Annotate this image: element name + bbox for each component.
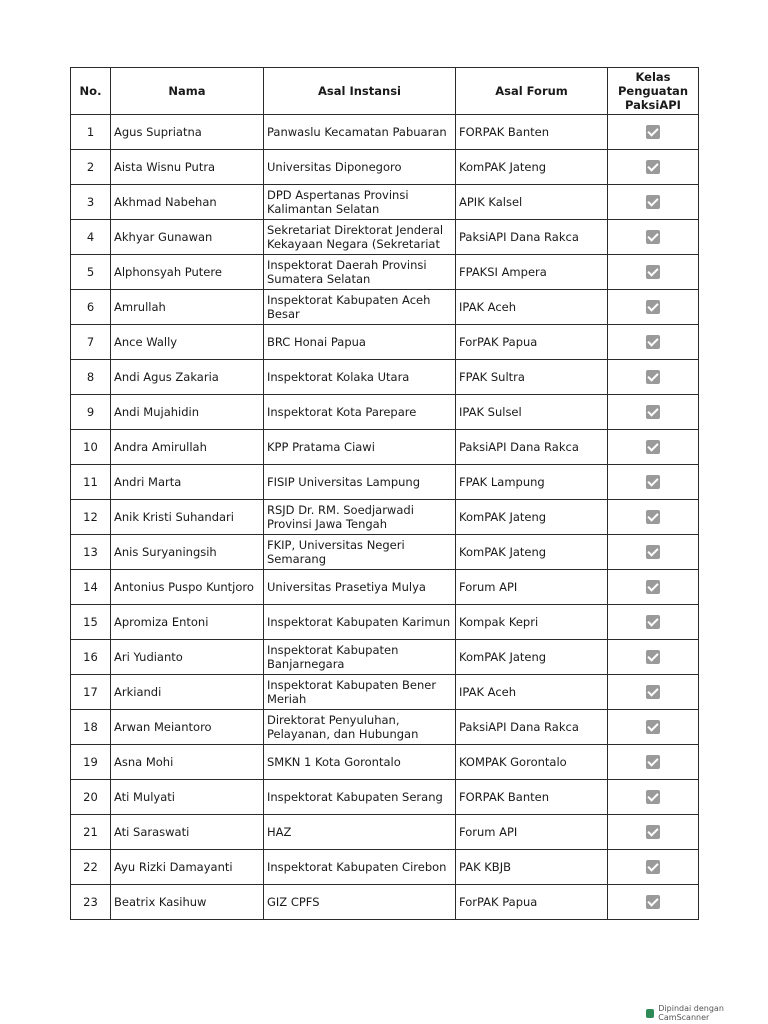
- cell-no: [71, 570, 111, 605]
- checkbox-checked-icon: [646, 790, 660, 804]
- cell-asal-forum: [456, 640, 608, 675]
- cell-asal-instansi-text: GIZ CPFS: [267, 895, 320, 909]
- cell-nama: [111, 290, 264, 325]
- cell-no-text: 19: [83, 755, 98, 769]
- cell-asal-forum-text: KomPAK Jateng: [459, 650, 547, 664]
- table-header-row: [71, 68, 699, 115]
- cell-nama-text: Anis Suryaningsih: [114, 545, 217, 559]
- cell-kelas-penguatan: [608, 885, 699, 920]
- cell-asal-instansi: [264, 675, 456, 710]
- cell-no-text: 9: [86, 405, 95, 419]
- cell-asal-instansi: [264, 535, 456, 570]
- cell-asal-instansi-text: Inspektorat Daerah Provinsi Sumatera Selatan: [267, 258, 427, 286]
- cell-kelas-penguatan: [608, 185, 699, 220]
- cell-nama: [111, 675, 264, 710]
- checkbox-checked-icon: [646, 650, 660, 664]
- cell-asal-forum: [456, 360, 608, 395]
- cell-asal-instansi: [264, 290, 456, 325]
- cell-kelas-penguatan: [608, 605, 699, 640]
- cell-asal-instansi-text: BRC Honai Papua: [267, 335, 366, 349]
- cell-asal-instansi: [264, 395, 456, 430]
- participants-table: [70, 67, 699, 920]
- cell-asal-forum: [456, 535, 608, 570]
- table-row: [71, 885, 699, 920]
- cell-no: [71, 220, 111, 255]
- cell-nama: [111, 185, 264, 220]
- header-kelas-penguatan: Kelas Penguatan PaksiAPI: [608, 68, 699, 115]
- cell-asal-forum: [456, 885, 608, 920]
- checkbox-checked-icon: [646, 685, 660, 699]
- cell-no: [71, 395, 111, 430]
- cell-asal-forum-text: Forum API: [459, 825, 518, 839]
- cell-nama-text: Ari Yudianto: [114, 650, 183, 664]
- cell-no: [71, 745, 111, 780]
- cell-kelas-penguatan: [608, 395, 699, 430]
- table-row: [71, 675, 699, 710]
- checkbox-checked-icon: [646, 825, 660, 839]
- cell-nama: [111, 255, 264, 290]
- cell-nama: [111, 570, 264, 605]
- table-row: [71, 185, 699, 220]
- cell-nama-text: Amrullah: [114, 300, 166, 314]
- cell-asal-forum-text: PaksiAPI Dana Rakca: [459, 720, 579, 734]
- table-row: [71, 745, 699, 780]
- cell-asal-forum-text: FORPAK Banten: [459, 790, 550, 804]
- cell-nama-text: Apromiza Entoni: [114, 615, 209, 629]
- cell-kelas-penguatan: [608, 360, 699, 395]
- cell-nama-text: Agus Supriatna: [114, 125, 202, 139]
- checkbox-checked-icon: [646, 755, 660, 769]
- cell-kelas-penguatan: [608, 780, 699, 815]
- cell-asal-forum-text: FORPAK Banten: [459, 125, 550, 139]
- cell-asal-forum: [456, 570, 608, 605]
- table-row: [71, 290, 699, 325]
- table-row: [71, 570, 699, 605]
- checkbox-checked-icon: [646, 720, 660, 734]
- cell-no-text: 7: [86, 335, 95, 349]
- cell-asal-instansi-text: Inspektorat Kabupaten Cirebon: [267, 860, 447, 874]
- cell-asal-instansi: [264, 885, 456, 920]
- cell-nama: [111, 360, 264, 395]
- cell-asal-forum: [456, 325, 608, 360]
- cell-nama: [111, 745, 264, 780]
- checkbox-checked-icon: [646, 300, 660, 314]
- cell-asal-forum-text: Kompak Kepri: [459, 615, 539, 629]
- cell-asal-forum-text: FPAK Sultra: [459, 370, 525, 384]
- cell-asal-forum: [456, 430, 608, 465]
- cell-asal-instansi: [264, 605, 456, 640]
- cell-no-text: 5: [86, 265, 95, 279]
- cell-nama-text: Alphonsyah Putere: [114, 265, 222, 279]
- cell-no: [71, 850, 111, 885]
- camscanner-watermark: [646, 1004, 768, 1022]
- checkbox-checked-icon: [646, 370, 660, 384]
- cell-asal-instansi-text: KPP Pratama Ciawi: [267, 440, 375, 454]
- checkbox-checked-icon: [646, 510, 660, 524]
- cell-nama-text: Ayu Rizki Damayanti: [114, 860, 233, 874]
- cell-nama-text: Asna Mohi: [114, 755, 174, 769]
- cell-nama-text: Aista Wisnu Putra: [114, 160, 216, 174]
- checkbox-checked-icon: [646, 440, 660, 454]
- table-row: [71, 850, 699, 885]
- cell-no-text: 11: [83, 475, 98, 489]
- cell-asal-instansi-text: Inspektorat Kabupaten Banjarnegara: [267, 643, 399, 671]
- checkbox-checked-icon: [646, 335, 660, 349]
- cell-no-text: 16: [83, 650, 98, 664]
- cell-asal-forum-text: PaksiAPI Dana Rakca: [459, 230, 579, 244]
- cell-asal-forum-text: ForPAK Papua: [459, 895, 538, 909]
- cell-asal-instansi: [264, 570, 456, 605]
- cell-asal-instansi-text: Universitas Prasetiya Mulya: [267, 580, 426, 594]
- table-row: [71, 395, 699, 430]
- cell-asal-forum: [456, 745, 608, 780]
- cell-asal-forum: [456, 255, 608, 290]
- cell-kelas-penguatan: [608, 570, 699, 605]
- cell-nama: [111, 850, 264, 885]
- cell-kelas-penguatan: [608, 255, 699, 290]
- cell-nama: [111, 710, 264, 745]
- cell-asal-forum-text: KomPAK Jateng: [459, 545, 547, 559]
- cell-kelas-penguatan: [608, 290, 699, 325]
- cell-kelas-penguatan: [608, 430, 699, 465]
- cell-no-text: 3: [86, 195, 95, 209]
- cell-asal-forum-text: FPAK Lampung: [459, 475, 545, 489]
- cell-asal-forum-text: APIK Kalsel: [459, 195, 523, 209]
- cell-nama: [111, 325, 264, 360]
- cell-asal-instansi-text: Sekretariat Direktorat Jenderal Kekayaan Negara (Sekretariat: [267, 223, 444, 251]
- cell-asal-instansi-text: Inspektorat Kabupaten Aceh Besar: [267, 293, 431, 321]
- cell-kelas-penguatan: [608, 745, 699, 780]
- cell-no: [71, 255, 111, 290]
- cell-no: [71, 605, 111, 640]
- cell-asal-forum-text: IPAK Aceh: [459, 685, 517, 699]
- cell-no-text: 23: [83, 895, 98, 909]
- table-row: [71, 255, 699, 290]
- cell-no: [71, 290, 111, 325]
- cell-nama: [111, 500, 264, 535]
- checkbox-checked-icon: [646, 405, 660, 419]
- table-row: [71, 640, 699, 675]
- cell-nama: [111, 220, 264, 255]
- cell-no-text: 2: [86, 160, 95, 174]
- cell-asal-instansi: [264, 640, 456, 675]
- cell-no: [71, 500, 111, 535]
- table-row: [71, 220, 699, 255]
- cell-kelas-penguatan: [608, 115, 699, 150]
- cell-nama-text: Andi Mujahidin: [114, 405, 200, 419]
- cell-asal-forum: [456, 185, 608, 220]
- table-row: [71, 115, 699, 150]
- cell-no-text: 14: [83, 580, 98, 594]
- cell-asal-instansi: [264, 710, 456, 745]
- cell-kelas-penguatan: [608, 710, 699, 745]
- cell-nama-text: Arkiandi: [114, 685, 162, 699]
- cell-asal-instansi-text: Universitas Diponegoro: [267, 160, 402, 174]
- cell-nama: [111, 430, 264, 465]
- cell-asal-instansi: [264, 850, 456, 885]
- cell-kelas-penguatan: [608, 465, 699, 500]
- table-row: [71, 710, 699, 745]
- cell-nama-text: Beatrix Kasihuw: [114, 895, 207, 909]
- cell-asal-instansi: [264, 115, 456, 150]
- cell-no: [71, 710, 111, 745]
- cell-no-text: 13: [83, 545, 98, 559]
- cell-asal-instansi: [264, 325, 456, 360]
- cell-no: [71, 325, 111, 360]
- cell-no-text: 10: [83, 440, 98, 454]
- cell-asal-instansi: [264, 430, 456, 465]
- cell-asal-instansi-text: DPD Aspertanas Provinsi Kalimantan Selatan: [267, 188, 409, 216]
- cell-nama-text: Akhmad Nabehan: [114, 195, 217, 209]
- cell-nama-text: Akhyar Gunawan: [114, 230, 213, 244]
- cell-nama: [111, 535, 264, 570]
- table-row: [71, 605, 699, 640]
- cell-asal-forum-text: IPAK Aceh: [459, 300, 517, 314]
- cell-asal-forum: [456, 780, 608, 815]
- cell-kelas-penguatan: [608, 640, 699, 675]
- cell-asal-instansi: [264, 220, 456, 255]
- cell-nama-text: Andi Agus Zakaria: [114, 370, 219, 384]
- table-row: [71, 780, 699, 815]
- cell-asal-instansi-text: Inspektorat Kabupaten Karimun: [267, 615, 451, 629]
- cell-no: [71, 360, 111, 395]
- checkbox-checked-icon: [646, 895, 660, 909]
- cell-no-text: 22: [83, 860, 98, 874]
- cell-kelas-penguatan: [608, 535, 699, 570]
- cell-no: [71, 885, 111, 920]
- cell-asal-forum-text: KomPAK Jateng: [459, 160, 547, 174]
- header-asal-forum: Asal Forum: [456, 68, 608, 115]
- cell-no-text: 18: [83, 720, 98, 734]
- cell-asal-instansi-text: SMKN 1 Kota Gorontalo: [267, 755, 401, 769]
- cell-asal-forum: [456, 815, 608, 850]
- cell-no-text: 15: [83, 615, 98, 629]
- cell-asal-forum-text: Forum API: [459, 580, 518, 594]
- checkbox-checked-icon: [646, 615, 660, 629]
- cell-nama-text: Antonius Puspo Kuntjoro: [114, 580, 254, 594]
- cell-no: [71, 640, 111, 675]
- cell-asal-instansi: [264, 465, 456, 500]
- cell-asal-instansi: [264, 185, 456, 220]
- cell-asal-instansi: [264, 780, 456, 815]
- cell-asal-instansi: [264, 500, 456, 535]
- checkbox-checked-icon: [646, 545, 660, 559]
- checkbox-checked-icon: [646, 475, 660, 489]
- cell-asal-instansi-text: RSJD Dr. RM. Soedjarwadi Provinsi Jawa Tengah: [267, 503, 414, 531]
- cell-nama-text: Ati Saraswati: [114, 825, 190, 839]
- cell-asal-forum: [456, 115, 608, 150]
- cell-asal-forum-text: KomPAK Jateng: [459, 510, 547, 524]
- cell-no: [71, 780, 111, 815]
- cell-kelas-penguatan: [608, 325, 699, 360]
- cell-asal-instansi: [264, 745, 456, 780]
- cell-no-text: 8: [86, 370, 95, 384]
- cell-no-text: 21: [83, 825, 98, 839]
- cell-nama-text: Anik Kristi Suhandari: [114, 510, 234, 524]
- cell-asal-instansi-text: Inspektorat Kabupaten Serang: [267, 790, 443, 804]
- cell-asal-instansi: [264, 815, 456, 850]
- cell-no: [71, 430, 111, 465]
- cell-no-text: 4: [86, 230, 95, 244]
- header-no: No.: [71, 68, 111, 115]
- cell-asal-forum: [456, 605, 608, 640]
- cell-asal-instansi-text: Inspektorat Kolaka Utara: [267, 370, 410, 384]
- cell-no: [71, 675, 111, 710]
- cell-nama-text: Arwan Meiantoro: [114, 720, 212, 734]
- cell-asal-instansi: [264, 360, 456, 395]
- header-nama: Nama: [111, 68, 264, 115]
- cell-asal-instansi-text: HAZ: [267, 825, 292, 839]
- cell-asal-instansi-text: FISIP Universitas Lampung: [267, 475, 421, 489]
- cell-nama: [111, 780, 264, 815]
- cell-nama-text: Andra Amirullah: [114, 440, 207, 454]
- cell-no: [71, 115, 111, 150]
- cell-asal-forum: [456, 710, 608, 745]
- cell-kelas-penguatan: [608, 220, 699, 255]
- cell-kelas-penguatan: [608, 815, 699, 850]
- table-row: [71, 150, 699, 185]
- cell-asal-instansi-text: Panwaslu Kecamatan Pabuaran: [267, 125, 447, 139]
- cell-asal-instansi-text: Inspektorat Kabupaten Bener Meriah: [267, 678, 437, 706]
- cell-asal-forum-text: KOMPAK Gorontalo: [459, 755, 567, 769]
- table-row: [71, 535, 699, 570]
- cell-asal-forum-text: PAK KBJB: [459, 860, 511, 874]
- cell-no: [71, 465, 111, 500]
- cell-nama: [111, 150, 264, 185]
- cell-kelas-penguatan: [608, 150, 699, 185]
- cell-asal-forum: [456, 850, 608, 885]
- cell-kelas-penguatan: [608, 675, 699, 710]
- cell-asal-forum-text: ForPAK Papua: [459, 335, 538, 349]
- cell-no-text: 20: [83, 790, 98, 804]
- cell-asal-instansi-text: Direktorat Penyuluhan, Pelayanan, dan Hubungan: [267, 713, 419, 741]
- cell-no: [71, 815, 111, 850]
- checkbox-checked-icon: [646, 860, 660, 874]
- cell-asal-forum-text: PaksiAPI Dana Rakca: [459, 440, 579, 454]
- cell-asal-forum: [456, 675, 608, 710]
- watermark-text: Dipindai dengan CamScanner: [658, 1004, 724, 1022]
- cell-nama: [111, 885, 264, 920]
- cell-no-text: 17: [83, 685, 98, 699]
- table-row: [71, 500, 699, 535]
- checkbox-checked-icon: [646, 230, 660, 244]
- cell-no-text: 12: [83, 510, 98, 524]
- checkbox-checked-icon: [646, 125, 660, 139]
- cell-no-text: 6: [86, 300, 95, 314]
- cell-asal-forum-text: FPAKSI Ampera: [459, 265, 547, 279]
- cell-asal-instansi-text: FKIP, Universitas Negeri Semarang: [267, 538, 405, 566]
- table-row: [71, 815, 699, 850]
- cell-no-text: 1: [86, 125, 95, 139]
- table-row: [71, 465, 699, 500]
- cell-asal-forum-text: IPAK Sulsel: [459, 405, 522, 419]
- table-row: [71, 360, 699, 395]
- cell-asal-forum: [456, 220, 608, 255]
- cell-nama-text: Ati Mulyati: [114, 790, 175, 804]
- cell-nama: [111, 115, 264, 150]
- cell-nama: [111, 465, 264, 500]
- cell-asal-forum: [456, 150, 608, 185]
- cell-asal-forum: [456, 500, 608, 535]
- cell-asal-instansi-text: Inspektorat Kota Parepare: [267, 405, 417, 419]
- table-row: [71, 430, 699, 465]
- cell-nama: [111, 395, 264, 430]
- cell-no: [71, 150, 111, 185]
- table-row: [71, 325, 699, 360]
- checkbox-checked-icon: [646, 265, 660, 279]
- cell-nama-text: Andri Marta: [114, 475, 182, 489]
- cell-asal-forum: [456, 395, 608, 430]
- cell-nama: [111, 605, 264, 640]
- header-asal-instansi: Asal Instansi: [264, 68, 456, 115]
- cell-kelas-penguatan: [608, 500, 699, 535]
- cell-asal-instansi: [264, 150, 456, 185]
- checkbox-checked-icon: [646, 580, 660, 594]
- cell-no: [71, 185, 111, 220]
- cell-kelas-penguatan: [608, 850, 699, 885]
- cell-no: [71, 535, 111, 570]
- cell-asal-forum: [456, 290, 608, 325]
- cell-asal-forum: [456, 465, 608, 500]
- cell-asal-instansi: [264, 255, 456, 290]
- cell-nama: [111, 640, 264, 675]
- checkbox-checked-icon: [646, 160, 660, 174]
- cell-nama: [111, 815, 264, 850]
- cell-nama-text: Ance Wally: [114, 335, 178, 349]
- camscanner-logo-icon: [646, 1009, 654, 1018]
- checkbox-checked-icon: [646, 195, 660, 209]
